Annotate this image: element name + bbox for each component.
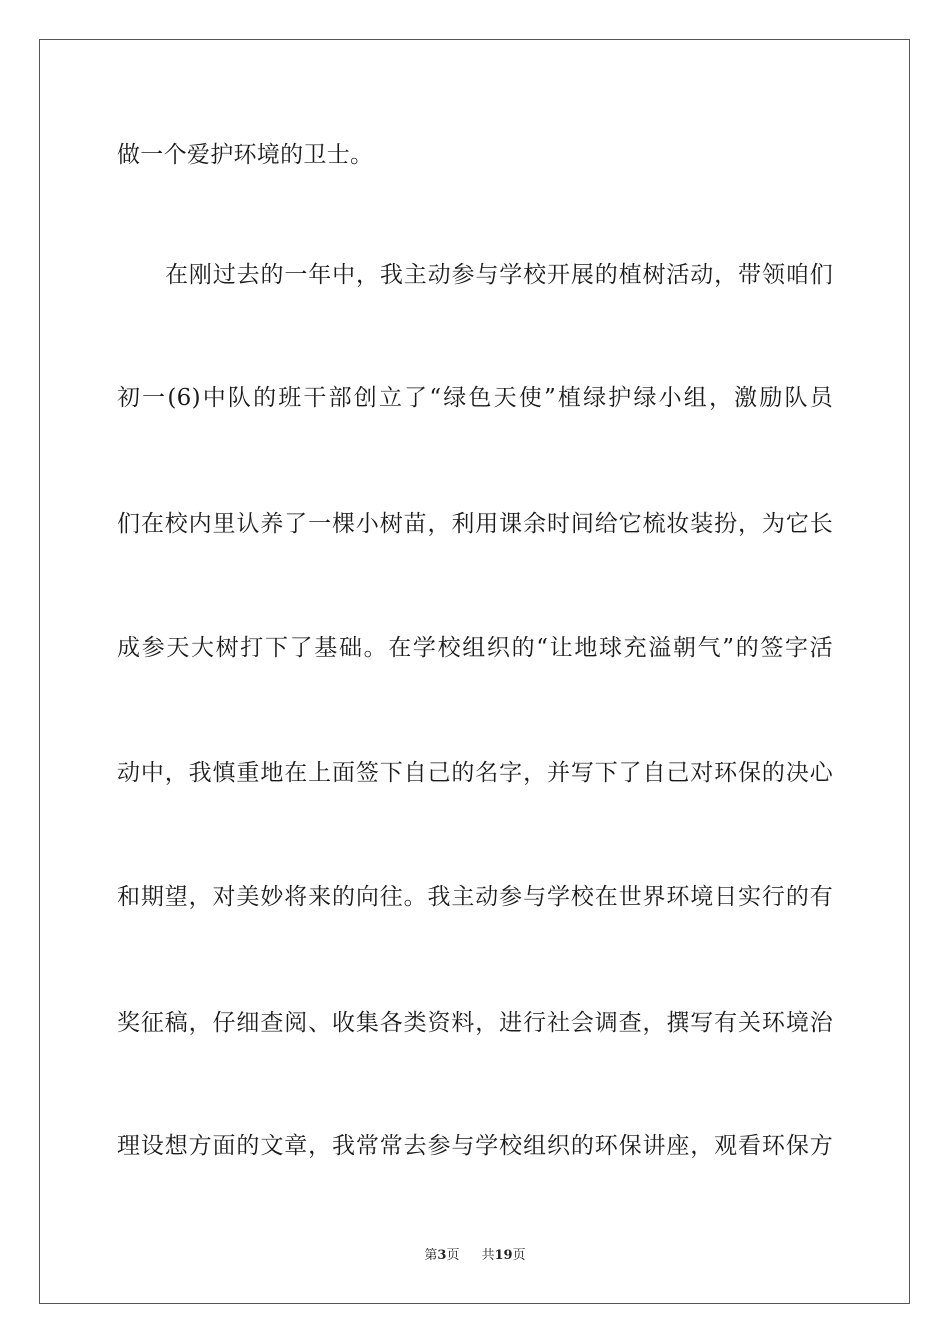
- page-suffix: 页: [446, 1248, 460, 1263]
- text-line-5: 成参天大树打下了基础。在学校组织的“让地球充溢朝气”的签字活: [117, 635, 833, 661]
- text-line-8: 奖征稿，仔细查阅、收集各类资料，进行社会调查，撰写有关环境治: [117, 1010, 833, 1036]
- page-prefix: 第: [424, 1248, 438, 1263]
- total-suffix: 页: [512, 1248, 526, 1263]
- text-line-6: 动中，我慎重地在上面签下自己的名字，并写下了自己对环保的决心: [117, 760, 833, 786]
- text-line-9: 理设想方面的文章，我常常去参与学校组织的环保讲座，观看环保方: [117, 1133, 833, 1159]
- page-footer: [0, 1247, 950, 1265]
- total-prefix: 共: [481, 1248, 495, 1263]
- text-line-2: 在刚过去的一年中，我主动参与学校开展的植树活动，带领咱们: [165, 262, 833, 288]
- text-line-4: 们在校内里认养了一棵小树苗，利用课余时间给它梳妆装扮，为它长: [117, 511, 833, 537]
- text-line-1: 做一个爱护环境的卫士。: [117, 142, 374, 168]
- text-line-7: 和期望，对美妙将来的向往。我主动参与学校在世界环境日实行的有: [117, 884, 833, 910]
- total-pages: 19: [494, 1248, 513, 1263]
- text-line-3: 初一(6)中队的班干部创立了“绿色天使”植绿护绿小组，激励队员: [117, 385, 833, 411]
- page-frame: [39, 39, 910, 1304]
- page-number: 3: [437, 1248, 447, 1263]
